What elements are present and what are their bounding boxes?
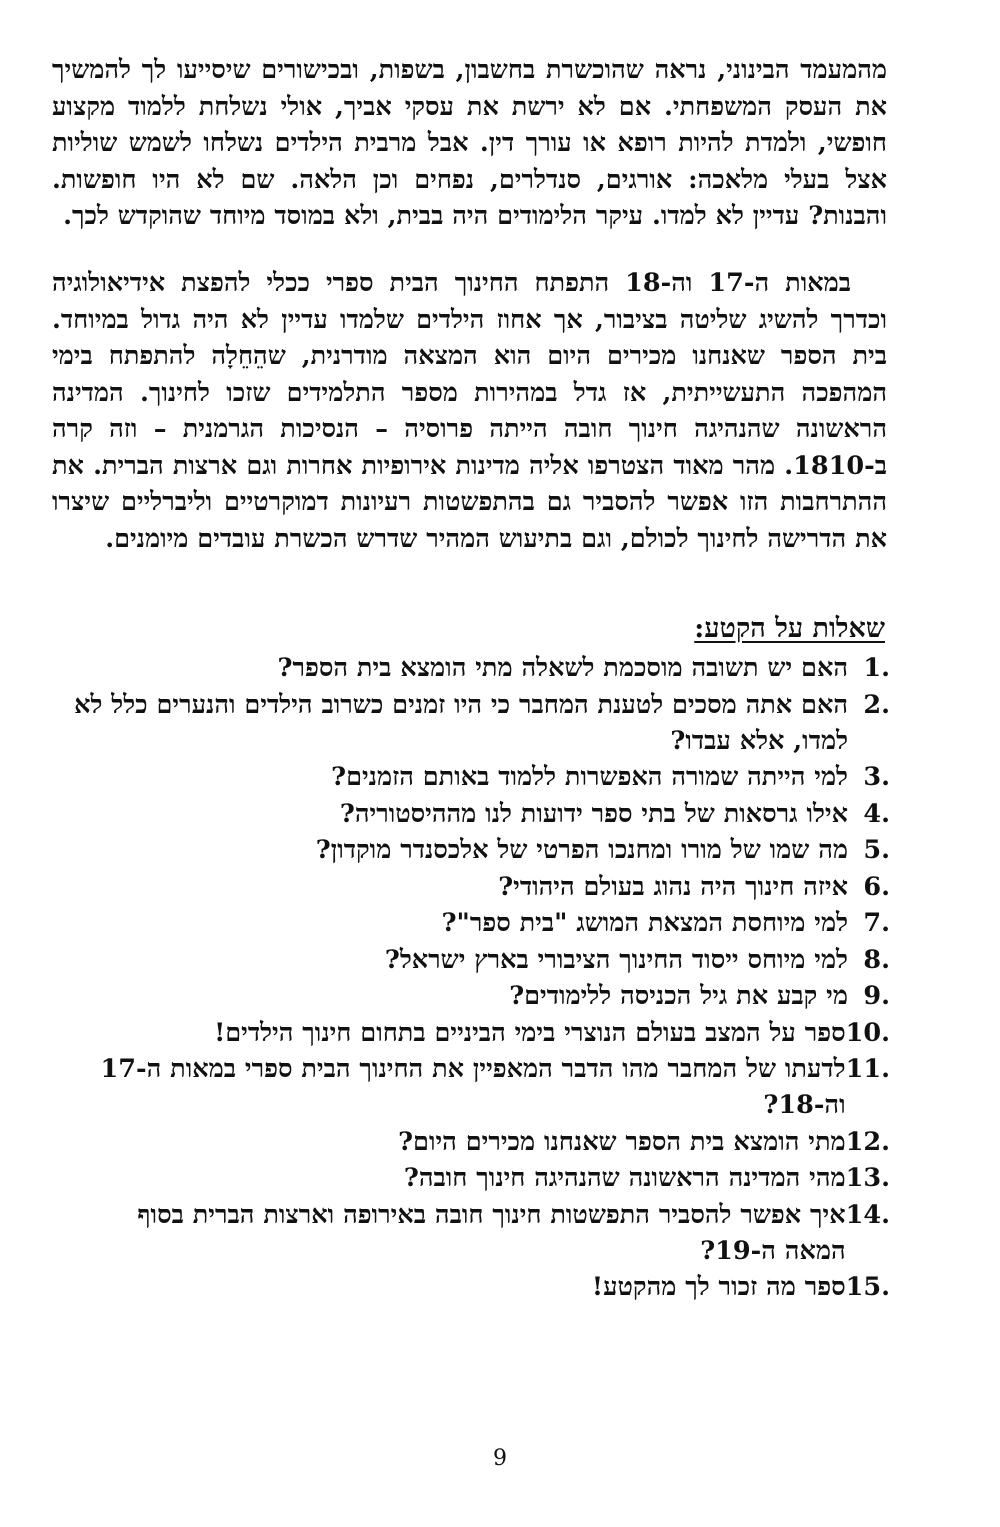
question-number: 2. — [863, 689, 890, 720]
question-number: 12. — [845, 1126, 890, 1157]
question-text: איך אפשר להסביר התפשטות חינוך חובה באירופה וארצות הברית בסוף המאה ה-19? — [137, 1199, 846, 1266]
questions-list — [70, 650, 890, 1306]
question-text: האם יש תשובה מוסכמת לשאלה מתי הומצא בית הספר? — [277, 653, 848, 683]
question-item — [70, 942, 890, 978]
question-number: 3. — [863, 762, 890, 792]
question-text: למי מיוחסת המצאת המושג "בית ספר"? — [441, 908, 848, 938]
question-number: 11. — [845, 1054, 890, 1084]
question-item — [70, 869, 890, 905]
question-item — [70, 978, 890, 1014]
question-number: 10. — [845, 1017, 890, 1048]
question-item — [70, 650, 890, 686]
question-text: לדעתו של המחבר מהו הדבר המאפיין את החינוך הבית ספרי במאות ה-17 וה-18? — [100, 1054, 846, 1120]
question-number: 9. — [863, 981, 890, 1011]
question-item — [70, 796, 890, 832]
question-item — [70, 1160, 890, 1196]
question-number: 8. — [863, 944, 890, 975]
question-text: מהי המדינה הראשונה שהנהיגה חינוך חובה? — [403, 1163, 846, 1193]
question-text: האם אתה מסכים לטענת המחבר כי היו זמנים כשרוב הילדים והנערים כלל לא למדו, אלא עבדו? — [74, 689, 848, 756]
question-text: ספר מה זכור לך מהקטע! — [591, 1272, 846, 1302]
question-number: 14. — [845, 1199, 890, 1230]
question-number: 5. — [863, 835, 890, 865]
question-text: מי קבע את גיל הכניסה ללימודים? — [509, 981, 848, 1011]
body-paragraph: מהמעמד הבינוני, נראה שהוכשרת בחשבון, בשפות, ובכישורים שיסייעו לך להמשיך את העסק המשפחתי. אם לא ירשת את עסקי אביך, אולי נשלחת ללמוד מקצוע חופשי, ולמדת להיות רופא או עורך דין. אבל מרבית הילדים נשלחו לשמש שוליות אצל בעלי מלאכה: אורגים, סנדלרים, נפחים וכן הלאה. שם לא היו חופשות. והבנות? עדיין לא למדו. עיקר הלימודים היה בבית, ולא במוסד מיוחד שהוקדש לכך. — [52, 55, 887, 231]
question-item — [70, 1197, 890, 1269]
page-number: 9 — [493, 1446, 507, 1471]
question-number: 15. — [845, 1272, 890, 1302]
question-item — [70, 1051, 890, 1123]
question-text: מה שמו של מורו ומחנכו הפרטי של אלכסנדר מוקדון? — [315, 835, 848, 865]
question-text: למי הייתה שמורה האפשרות ללמוד באותם הזמנים? — [331, 762, 848, 792]
body-paragraph — [52, 265, 887, 557]
question-text: למי מיוחס ייסוד החינוך הציבורי בארץ ישראל? — [384, 944, 848, 975]
question-item — [70, 1124, 890, 1160]
questions-title: שאלות על הקטע: — [694, 613, 885, 644]
question-number: 7. — [863, 908, 890, 938]
question-text: איזה חינוך היה נהוג בעולם היהודי? — [498, 871, 848, 902]
question-item — [70, 905, 890, 941]
question-number: 4. — [863, 798, 890, 829]
question-item — [70, 687, 890, 759]
question-text: אילו גרסאות של בתי ספר ידועות לנו מההיסטוריה? — [339, 798, 848, 829]
question-number: 1. — [863, 653, 890, 683]
question-item — [70, 1015, 890, 1051]
question-number: 13. — [845, 1163, 890, 1193]
question-text: ספר על המצב בעולם הנוצרי בימי הביניים בתחום חינוך הילדים! — [214, 1017, 846, 1048]
question-item — [70, 1269, 890, 1305]
question-item — [70, 759, 890, 795]
question-text: מתי הומצא בית הספר שאנחנו מכירים היום? — [398, 1126, 846, 1157]
question-number: 6. — [863, 871, 890, 902]
question-item — [70, 832, 890, 868]
paragraph-text: במאות ה-17 וה-18 התפתח החינוך הבית ספרי ככלי להפצת אידיאולוגיה וכדרך להשיג שליטה בציבור, אך אחוז הילדים שלמדו עדיין לא היה גדול במיוחד. בית הספר שאנחנו מכירים היום הוא המצאה מודרנית, שהֵחֵלָה להתפתח בימי המהפכה התעשייתית, אז גדל במהירות מספר התלמידים שזכו לחינוך. המדינה הראשונה שהנהיגה חינוך חובה הייתה פרוסיה – הנסיכות הגרמנית – וזה קרה ב-1810. מהר מאוד הצטרפו אליה מדינות אירופיות אחרות וגם ארצות הברית. את ההתרחבות הזו אפשר להסביר גם בהתפשטות רעיונות דמוקרטיים וליברליים שיצרו את הדרישה לחינוך לכולם, וגם בתיעוש המהיר שדרש הכשרת עובדים מיומנים. — [52, 268, 887, 554]
